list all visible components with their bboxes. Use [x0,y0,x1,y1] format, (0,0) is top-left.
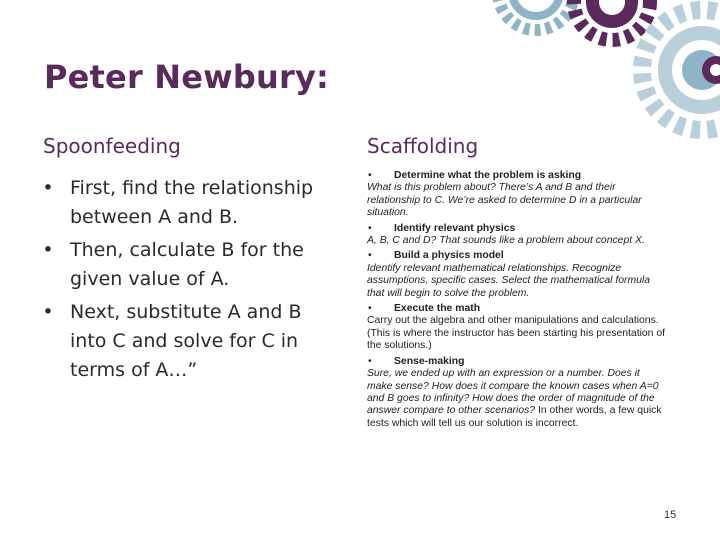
page-number: 15 [664,509,677,521]
slide-title: Peter Newbury: [44,58,330,96]
bullet-icon: • [368,222,372,234]
step-title: Build a physics model [394,250,504,262]
step-heading [367,356,667,368]
gear-icon [574,0,650,40]
list-item [38,236,338,294]
step-body [367,235,667,247]
step-body-italic: What is this problem about? There’s A and B and their relationship to C. We’re asked to determine D in a particular situation. [367,182,642,219]
bullet-icon: • [42,239,54,261]
step-body-italic: Identify relevant mathematical relationships. Recognize assumptions, specific cases. Select the mathematical formula that will begin to solve the problem. [367,262,650,299]
list-item-text: Then, calculate B for the given value of A. [70,239,304,290]
step-heading [367,250,667,262]
step-body-normal: Carry out the algebra and other manipulations and calculations. (This is where the instructor has been starting his presentation of the solutions.) [367,315,666,352]
step [367,223,667,248]
gear-icon [498,0,574,30]
step-body-italic: A, B, C and D? That sounds like a problem about concept X. [367,235,645,247]
bullet-icon: • [368,303,372,315]
step-body-normal: In other words, a few quick tests which will tell us our solution is incorrect. [367,405,662,429]
step [367,250,667,300]
step-body [367,182,667,219]
step-body [367,368,667,430]
step-body [367,315,667,352]
step-title: Determine what the problem is asking [394,170,582,181]
bullet-icon: • [368,170,372,181]
right-heading: Scaffolding [367,134,479,158]
list-item [38,174,338,232]
step-title: Identify relevant physics [394,222,516,234]
step-heading [367,223,667,235]
scaffolding-steps [367,170,667,433]
list-item [38,298,338,385]
list-item-text: Next, substitute A and B into C and solve for C in terms of A…” [70,301,302,381]
bullet-icon: • [42,301,54,323]
step [367,170,667,220]
step-body [367,263,667,300]
list-item-text: First, find the relationship between A and B. [70,177,314,228]
spoonfeeding-list [38,174,338,389]
step-title: Sense-making [394,355,465,367]
step [367,303,667,353]
left-heading: Spoonfeeding [43,134,181,158]
step-title: Execute the math [394,303,481,315]
bullet-icon: • [42,177,54,199]
step-heading [367,303,667,315]
bullet-icon: • [368,250,372,262]
bullet-icon: • [368,355,372,367]
step-body-italic: Sure, we ended up with an expression or a number. Does it make sense? How does it compare the known cases when A=0 and B goes to infinity? How does the order of magnitude of the answer compare to other scenarios? [367,368,659,417]
step-heading [367,170,667,182]
step [367,356,667,430]
